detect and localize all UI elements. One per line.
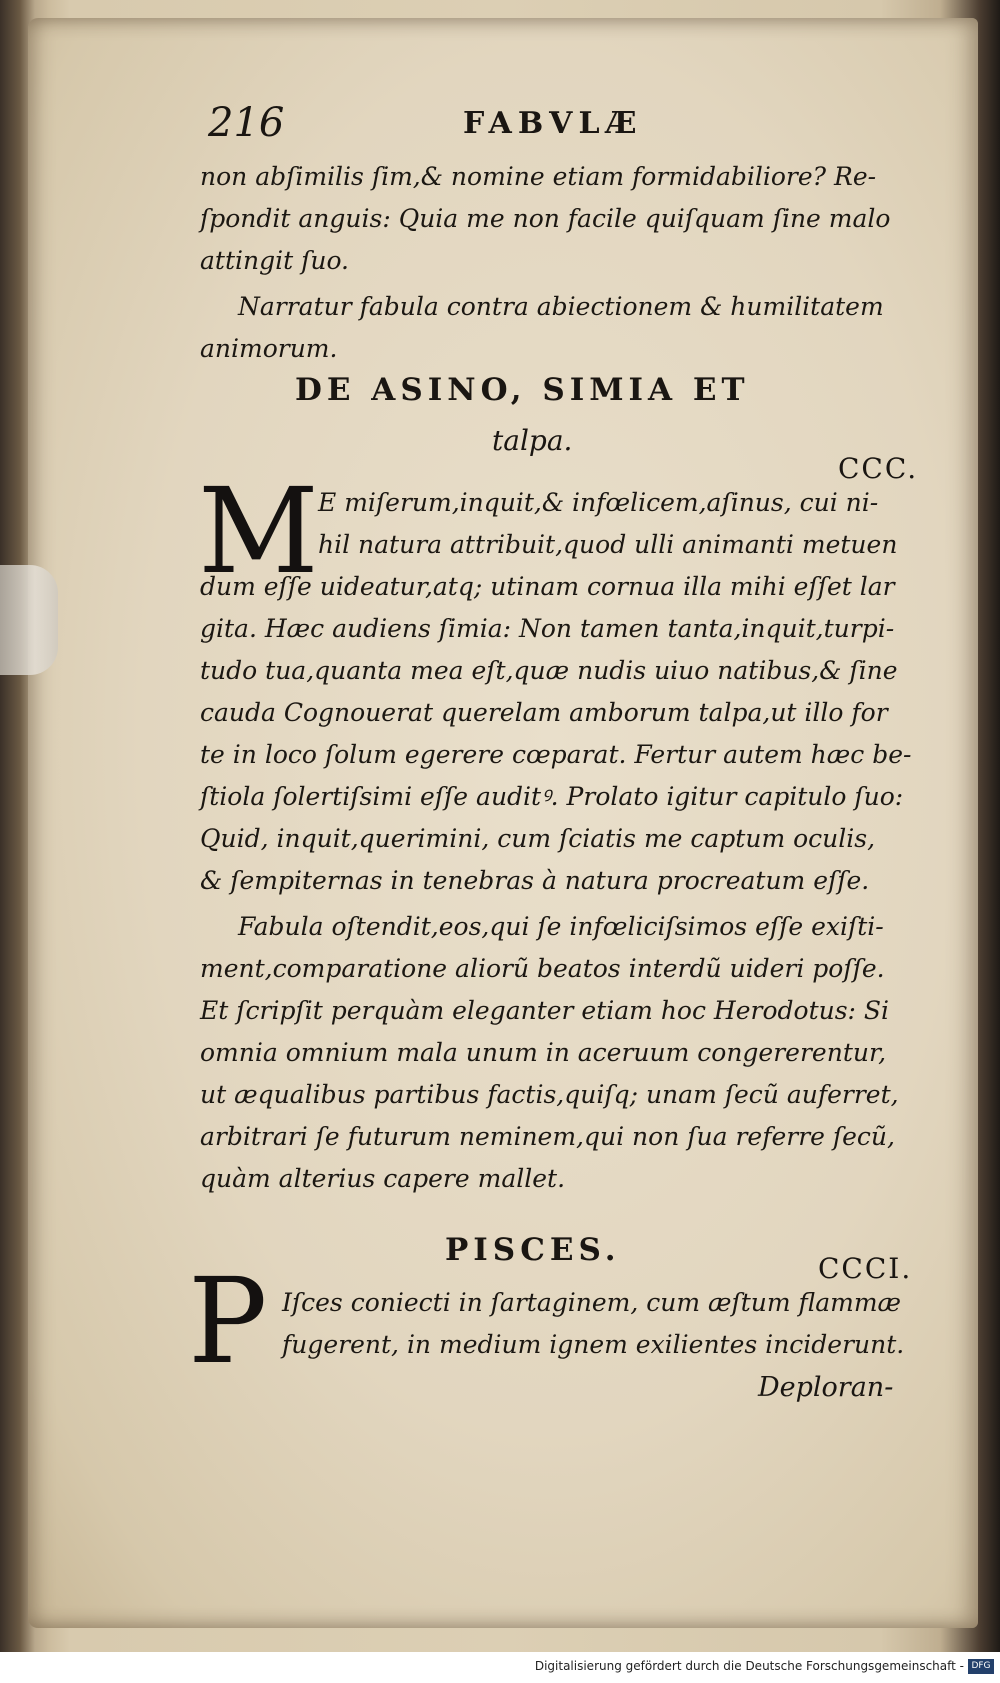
dfg-logo-icon: DFG xyxy=(968,1659,994,1674)
text-line: Iſces coniecti in ſartaginem, cum æſtum flammæ xyxy=(282,1288,902,1317)
drop-cap: P xyxy=(188,1252,268,1390)
intro-paragraph xyxy=(200,156,915,282)
text-line: gita. Hæc audiens ſimia: Non tamen tanta,inquit,turpi- xyxy=(200,614,895,643)
text-line: cauda Cognouerat querelam amborum talpa,ut illo for xyxy=(200,698,888,727)
text-line: Fabula oſtendit,eos,qui ſe infœliciſsimos eſſe exiſti- xyxy=(238,912,884,941)
text-line: omnia omnium mala unum in aceruum congererentur, xyxy=(200,1038,887,1067)
intro-moral xyxy=(200,286,915,370)
text-line: Quid, inquit,querimini, cum ſciatis me captum oculis, xyxy=(200,824,876,853)
fable-number: CCCI. xyxy=(818,1252,913,1285)
text-line: & ſempiternas in tenebras à natura procreatum eſſe. xyxy=(200,866,870,895)
text-line: E miſerum,inquit,& infœlicem,aſinus, cui ni- xyxy=(318,488,879,517)
fable-number: CCC. xyxy=(838,452,919,485)
text-line: dum eſſe uideatur,atq; utinam cornua illa mihi eſſet lar xyxy=(200,572,895,601)
text-line: hil natura attribuit,quod ulli animanti metuen xyxy=(318,530,898,559)
fable-body-wrapped xyxy=(282,1282,922,1366)
text-line: attingit ſuo. xyxy=(200,246,349,275)
running-head xyxy=(208,100,888,150)
page-clip xyxy=(0,565,58,675)
text-line: ſpondit anguis: Quia me non facile quiſquam ſine malo xyxy=(200,204,891,233)
text-line: te in loco ſolum egerere cœparat. Fertur autem hæc be- xyxy=(200,740,912,769)
fable-body xyxy=(200,566,915,902)
catchword: Deploran- xyxy=(758,1372,894,1403)
text-line: arbitrari ſe futurum neminem,qui non ſua referre ſecũ, xyxy=(200,1122,895,1151)
text-line: ut æqualibus partibus factis,quiſq; unam ſecũ auferret, xyxy=(200,1080,899,1109)
text-line: fugerent, in medium ignem exilientes inciderunt. xyxy=(282,1330,905,1359)
running-title: FABVLÆ xyxy=(463,106,643,141)
text-line: Narratur fabula contra abiectionem & humilitatem xyxy=(238,292,884,321)
fable-title: PISCES. xyxy=(445,1232,621,1268)
text-line: Et ſcripſit perquàm eleganter etiam hoc Herodotus: Si xyxy=(200,996,890,1025)
drop-cap: M xyxy=(198,462,319,600)
text-line: ment,comparatione aliorũ beatos interdũ uideri poſſe. xyxy=(200,954,885,983)
text-line: tudo tua,quanta mea eſt,quæ nudis uiuo natibus,& ſine xyxy=(200,656,898,685)
fable-title: DE ASINO, SIMIA ET xyxy=(295,372,750,408)
text-line: non abſimilis ſim,& nomine etiam formidabiliore? Re- xyxy=(200,162,877,191)
footer-credit: Digitalisierung gefördert durch die Deutsche Forschungsgemeinschaft - xyxy=(534,1659,964,1673)
fable-body-wrapped xyxy=(318,482,918,566)
text-line: animorum. xyxy=(200,334,338,363)
page-number: 216 xyxy=(208,100,285,146)
fable-subtitle: talpa. xyxy=(492,424,573,457)
text-line: ſtiola ſolertiſsimi eſſe auditꝰ. Prolato igitur capitulo ſuo: xyxy=(200,782,904,811)
fable-moral xyxy=(200,906,915,1200)
digitization-footer xyxy=(0,1652,1000,1683)
text-line: quàm alterius capere mallet. xyxy=(200,1164,566,1193)
